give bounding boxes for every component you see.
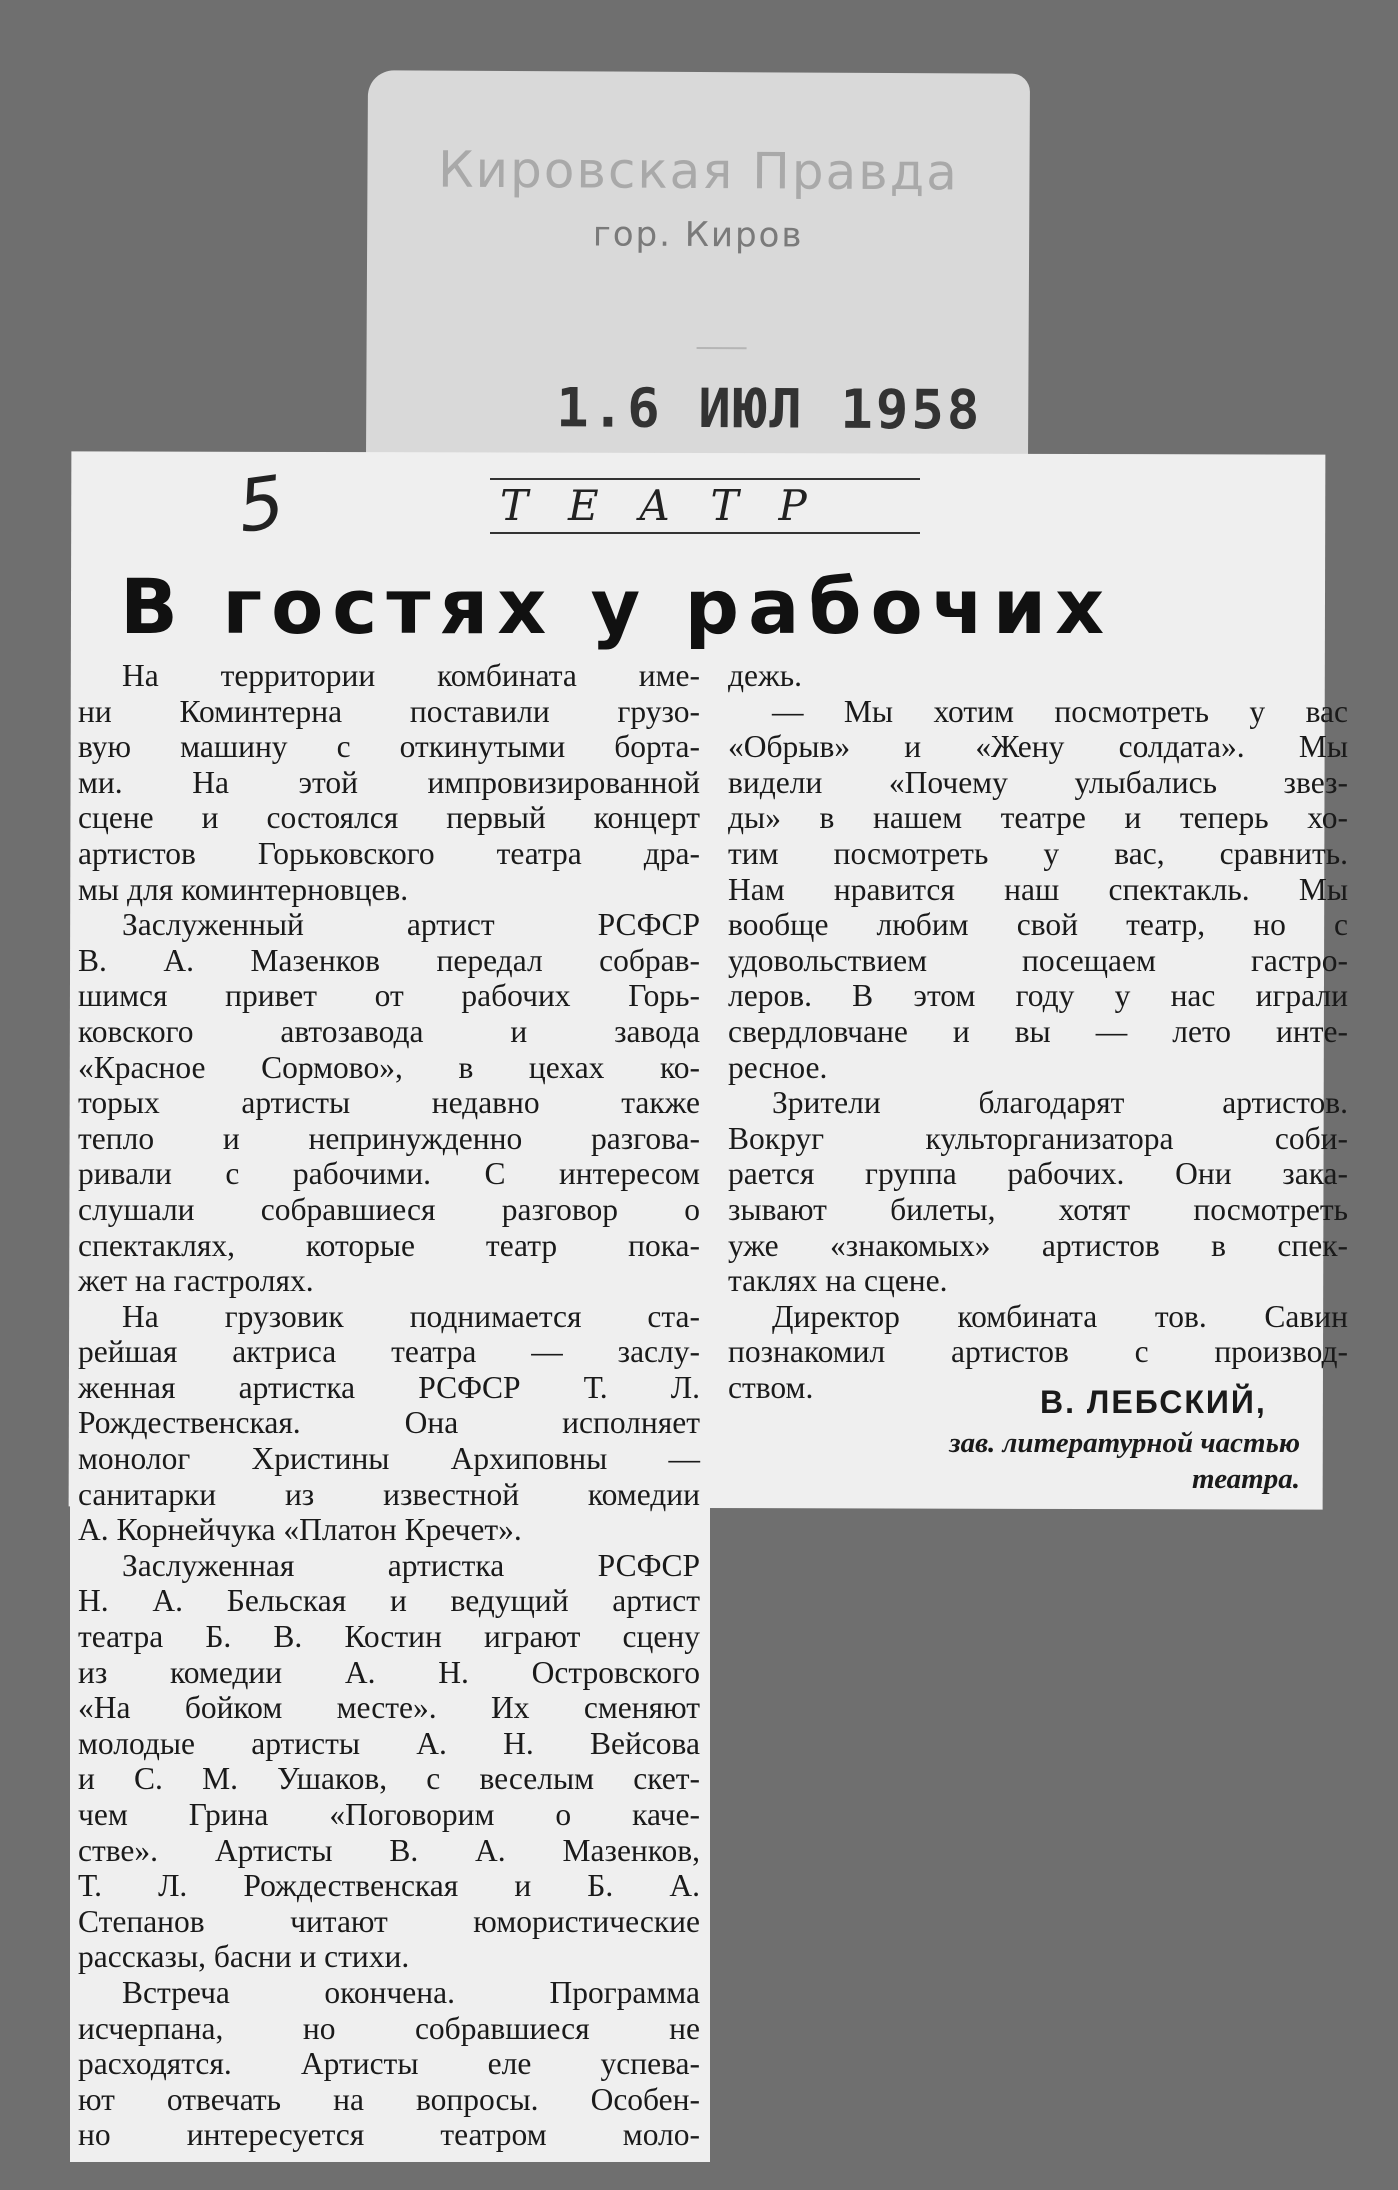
stamp-newspaper-name: Кировская Правда [437,140,960,202]
text-line: вообще любим свой театр, но с [728,907,1348,943]
text-line: Зрители благодарят артистов. [772,1085,1348,1121]
text-line: Степанов читают юмористические [78,1903,700,1939]
text-line: шимся привет от рабочих Горь- [78,978,700,1014]
text-line: Рождественская. Она исполняет [78,1405,700,1441]
section-rubric: ТЕАТР [490,478,920,534]
text-line: ют отвечать на вопросы. Особен- [78,2081,700,2117]
text-line: Т. Л. Рождественская и Б. А. [78,1868,700,1904]
newspaper-stamp [366,70,1030,463]
stamp-city: гор. Киров [592,214,804,256]
text-line: Н. А. Бельская и ведущий артист [78,1583,700,1619]
text-line: Директор комбината тов. Савин [772,1298,1348,1334]
author-role [820,1425,1300,1497]
text-line: исчерпана, но собравшиеся не [78,2010,700,2046]
text-line: В. А. Мазенков передал собрав- [78,942,700,978]
text-line: «На бойком месте». Их сменяют [78,1690,700,1726]
text-line: спектаклях, которые театр пока- [78,1227,700,1263]
text-line: На территории комбината име- [122,658,700,693]
text-line: ми. На этой импровизированной [78,764,700,800]
text-line: Вокруг культорганизатора соби- [728,1120,1348,1156]
article-right-column [728,658,1348,1405]
text-line: ством. [728,1369,814,1405]
text-line: уже «знакомых» артистов в спек- [728,1227,1348,1263]
text-line: свердловчане и вы — лето инте- [728,1013,1348,1049]
text-line: познакомил артистов с производ- [728,1334,1348,1370]
text-line: дежь. [728,658,803,693]
text-line: — Мы хотим посмотреть у вас [772,693,1348,729]
text-line: молодые артисты А. Н. Вейсова [78,1725,700,1761]
text-line: ривали с рабочими. С интересом [78,1156,700,1192]
text-line: вую машину с откинутыми борта- [78,729,700,765]
text-line: из комедии А. Н. Островского [78,1654,700,1690]
handwritten-mark: 5 [232,459,290,549]
author-role-line: зав. литературной частью [949,1427,1300,1459]
text-line: расходятся. Артисты еле успева- [78,2046,700,2082]
text-line: санитарки из известной комедии [78,1476,700,1512]
text-line: артистов Горьковского театра дра- [78,835,700,871]
text-line: сцене и состоялся первый концерт [78,800,700,836]
author-role-line: театра. [1192,1463,1300,1495]
text-line: таклях на сцене. [728,1263,948,1299]
text-line: ковского автозавода и завода [78,1013,700,1049]
text-line: На грузовик поднимается ста- [122,1298,700,1334]
text-line: удовольствием посещаем гастро- [728,942,1348,978]
text-line: зывают билеты, хотят посмотреть [728,1191,1348,1227]
text-line: женная артистка РСФСР Т. Л. [78,1369,700,1405]
text-line: леров. В этом году у нас играли [728,978,1348,1014]
article-left-column [78,658,700,2153]
text-line: ды» в нашем театре и теперь хо- [728,800,1348,836]
text-line: ресное. [728,1049,828,1085]
text-line: Нам нравится наш спектакль. Мы [728,871,1348,907]
text-line: «Обрыв» и «Жену солдата». Мы [728,729,1348,765]
text-line: монолог Христины Архиповны — [78,1441,700,1477]
text-line: торых артисты недавно также [78,1085,700,1121]
text-line: и С. М. Ушаков, с веселым скет- [78,1761,700,1797]
text-line: жет на гастролях. [78,1263,314,1299]
author-name: В. ЛЕБСКИЙ, [1040,1384,1267,1420]
text-line: мы для коминтерновцев. [78,871,409,907]
text-line: ни Коминтерна поставили грузо- [78,693,700,729]
text-line: рассказы, басни и стихи. [78,1939,410,1975]
text-line: но интересуется театром моло- [78,2117,700,2153]
text-line: «Красное Сормово», в цехах ко- [78,1049,700,1085]
text-line: слушали собравшиеся разговор о [78,1191,700,1227]
text-line: А. Корнейчука «Платон Кречет». [78,1512,522,1548]
text-line: тим посмотреть у вас, сравнить. [728,835,1348,871]
text-line: Встреча окончена. Программа [122,1974,700,2010]
text-line: Заслуженный артист РСФСР [122,907,700,943]
text-line: видели «Почему улыбались звез- [728,764,1348,800]
article-headline: В гостях у рабочих [120,562,1114,651]
text-line: рейшая актриса театра — заслу- [78,1334,700,1370]
text-line: рается группа рабочих. Они зака- [728,1156,1348,1192]
stamp-divider [697,347,747,349]
text-line: чем Грина «Поговорим о каче- [78,1797,700,1832]
stamp-date: 1.6 ИЮЛ 1958 [556,376,983,442]
text-line: стве». Артисты В. А. Мазенков, [78,1832,700,1868]
text-line: Заслуженная артистка РСФСР [122,1547,700,1583]
text-line: театра Б. В. Костин играют сцену [78,1619,700,1655]
text-line: тепло и непринужденно разгова- [78,1120,700,1156]
